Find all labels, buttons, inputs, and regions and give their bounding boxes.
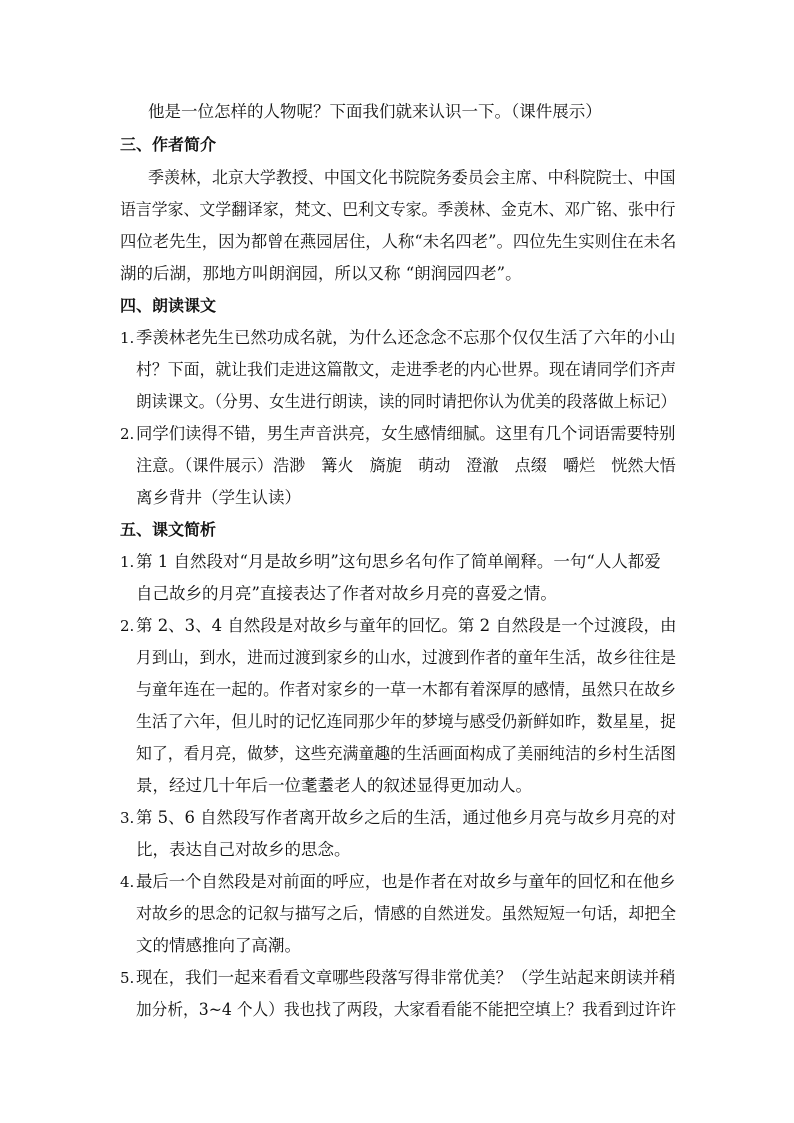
list-item-line: 月到山，到水，进而过渡到家乡的山水，过渡到作者的童年生活，故乡往往是 bbox=[136, 648, 677, 667]
list-item-line: 自己故乡的月亮”直接表达了作者对故乡月亮的喜爱之情。 bbox=[136, 584, 557, 603]
list-item-line: 最后一个自然段是对前面的呼应，也是作者在对故乡与童年的回忆和在他乡 bbox=[136, 872, 676, 891]
list-item-line: 对故乡的思念的记叙与描写之后，情感的自然迸发。虽然短短一句话，却把全 bbox=[136, 904, 677, 923]
list-item-line: 第 1 自然段对“月是故乡明”这句思乡名句作了简单阐释。一句“人人都爱 bbox=[136, 552, 661, 571]
paragraph-line: 湖的后湖，那地方叫朗润园，所以又称 “朗润园四老”。 bbox=[120, 264, 522, 283]
list-item-line: 景，经过几十年后一位耄耋老人的叙述显得更加动人。 bbox=[136, 776, 532, 795]
list-item-line: 同学们读得不错，男生声音洪亮，女生感情细腻。这里有几个词语需要特别 bbox=[136, 424, 676, 443]
paragraph-line: 四位老先生，因为都曾在燕园居住，人称“未名四老”。四位先生实则住在未名 bbox=[120, 232, 677, 251]
list-item-line: 现在，我们一起来看看文章哪些段落写得非常优美？（学生站起来朗读并稍 bbox=[136, 968, 676, 987]
list-item-line: 朗读课文。（分男、女生进行朗读，读的同时请把你认为优美的段落做上标记） bbox=[136, 392, 677, 411]
list-item-line: 注意。（课件展示）浩渺 篝火 旖旎 萌动 澄澈 点缀 嚼烂 恍然大悟 bbox=[136, 456, 676, 475]
section-heading-author: 三、作者简介 bbox=[120, 135, 217, 154]
section-heading-analysis: 五、课文简析 bbox=[120, 520, 217, 539]
list-item-number: 4. bbox=[120, 873, 135, 891]
list-item-number: 1. bbox=[120, 553, 135, 571]
list-item-line: 季羡林老先生已然功成名就，为什么还念念不忘那个仅仅生活了六年的小山 bbox=[136, 328, 676, 347]
paragraph-line: 季羡林，北京大学教授、中国文化书院院务委员会主席、中科院院士、中国 bbox=[148, 168, 676, 187]
list-item-number: 5. bbox=[120, 969, 135, 987]
list-item-number: 2. bbox=[120, 617, 135, 635]
list-item-line: 比，表达自己对故乡的思念。 bbox=[136, 840, 351, 859]
list-item-number: 3. bbox=[120, 809, 135, 827]
list-item-line: 文的情感推向了高潮。 bbox=[136, 936, 301, 955]
list-item-line: 生活了六年，但儿时的记忆连同那少年的梦境与感受仍新鲜如昨，数星星，捉 bbox=[136, 712, 677, 731]
list-item-line: 离乡背井（学生认读） bbox=[136, 488, 301, 507]
list-item-line: 加分析，3~4 个人）我也找了两段，大家看看能不能把空填上？我看到过许许 bbox=[136, 1000, 677, 1019]
list-item-line: 第 5、6 自然段写作者离开故乡之后的生活，通过他乡月亮与故乡月亮的对 bbox=[136, 808, 677, 827]
section-heading-reading: 四、朗读课文 bbox=[120, 296, 217, 315]
list-item-line: 知了，看月亮，做梦，这些充满童趣的生活画面构成了美丽纯洁的乡村生活图 bbox=[136, 744, 677, 763]
list-item-line: 村？下面，就让我们走进这篇散文，走进季老的内心世界。现在请同学们齐声 bbox=[136, 360, 677, 379]
intro-line: 他是一位怎样的人物呢？下面我们就来认识一下。（课件展示） bbox=[148, 102, 602, 121]
paragraph-line: 语言学家、文学翻译家，梵文、巴利文专家。季羡林、金克木、邓广铭、张中行 bbox=[120, 200, 676, 219]
list-item-number: 1. bbox=[120, 329, 135, 347]
list-item-line: 第 2、3、4 自然段是对故乡与童年的回忆。第 2 自然段是一个过渡段，由 bbox=[136, 616, 677, 635]
list-item-number: 2. bbox=[120, 425, 135, 443]
list-item-line: 与童年连在一起的。作者对家乡的一草一木都有着深厚的感情，虽然只在故乡 bbox=[136, 680, 677, 699]
